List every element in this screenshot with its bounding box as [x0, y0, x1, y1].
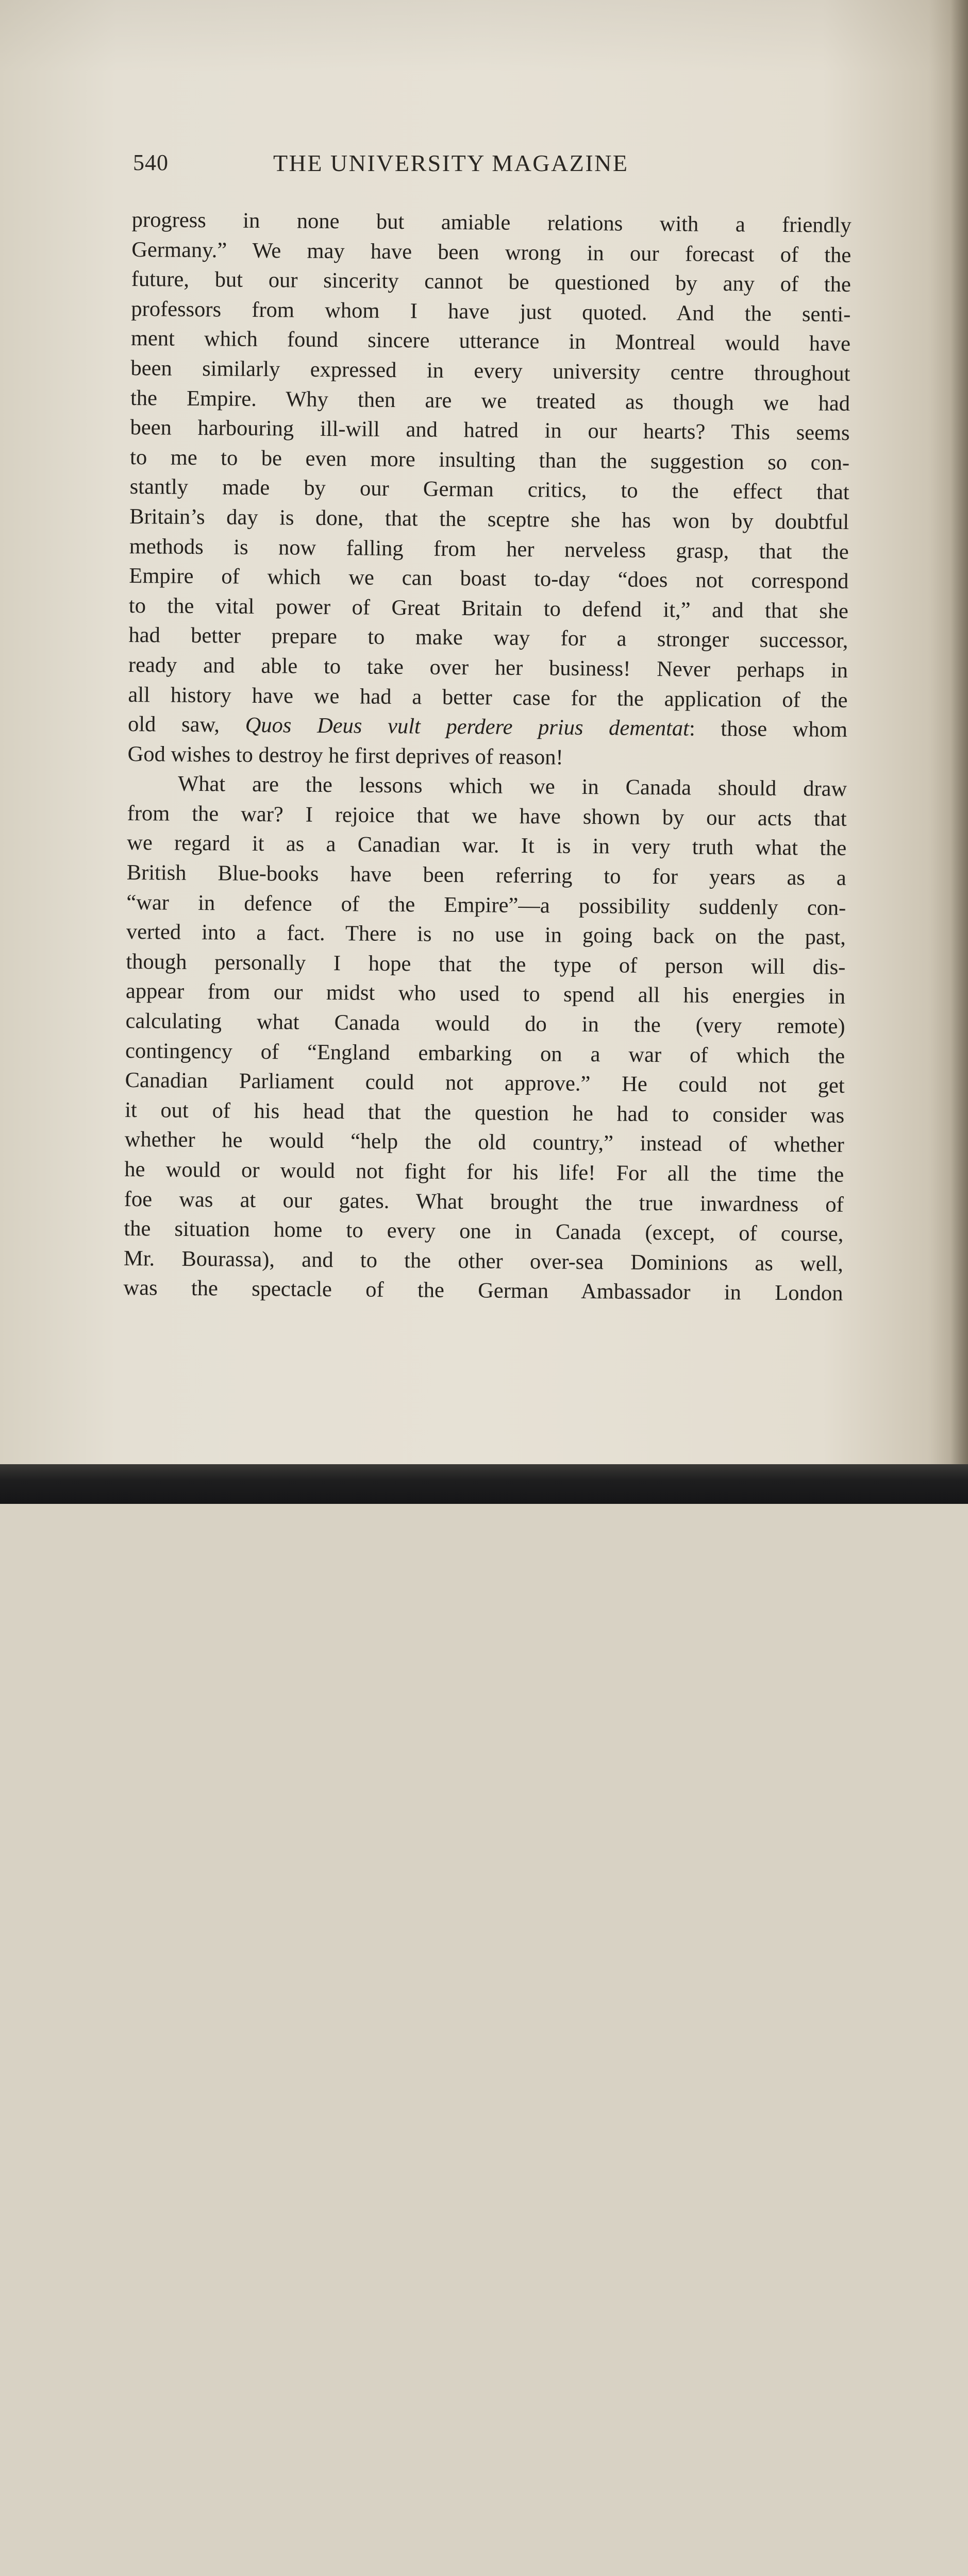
magazine-title: THE UNIVERSITY MAGAZINE — [273, 150, 629, 176]
text-line: methods is now falling from her nerveless grasp, that the — [129, 534, 849, 564]
page-number: 540 — [133, 150, 169, 175]
text-line: Empire of which we can boast to-day “does not correspond — [129, 564, 849, 594]
text-line: whether he would “help the old country,” instead of whether — [124, 1127, 844, 1158]
text-line: verted into a fact. There is no use in going back on the past, — [126, 920, 846, 950]
text-line: the situation home to every one in Canada (except, of course, — [124, 1216, 844, 1247]
text-segment: : those whom — [689, 716, 848, 742]
text-line: foe was at our gates. What brought the true inwardness of — [124, 1187, 844, 1217]
text-line-latin-quote — [128, 709, 847, 745]
text-line: “war in defence of the Empire”—a possibility suddenly con- — [126, 890, 846, 920]
running-head — [133, 149, 906, 180]
page-edge-shadow — [950, 0, 968, 1464]
page-shadow — [0, 0, 968, 72]
text-line: the Empire. Why then are we treated as though we had — [130, 385, 850, 416]
text-line: been harbouring ill-will and hatred in our hearts? This seems — [130, 415, 850, 446]
text-line: Mr. Bourassa), and to the other over-sea Dominions as well, — [123, 1246, 844, 1276]
text-line: stantly made by our German critics, to the effect that — [129, 474, 849, 505]
text-line: all history have we had a better case for the application of the — [128, 682, 848, 713]
text-line: to the vital power of Great Britain to defend it,” and that she — [128, 593, 849, 623]
text-segment: old saw, — [127, 712, 245, 737]
text-line: though personally I hope that the type of person will dis- — [126, 949, 846, 979]
text-line: calculating what Canada would do in the (very remote) — [125, 1008, 845, 1039]
text-line: to me to be even more insulting than the suggestion so con- — [129, 445, 850, 475]
text-line: contingency of “England embarking on a war of which the — [125, 1038, 845, 1069]
text-line: Germany.” We may have been wrong in our forecast of the — [131, 237, 852, 267]
text-line: future, but our sincerity cannot be questioned by any of the — [131, 267, 852, 297]
text-line: progress in none but amiable relations with a friendly — [131, 207, 852, 238]
text-line: had better prepare to make way for a stronger successor, — [128, 623, 848, 653]
paragraph-start-line: What are the lessons which we in Canada should draw — [177, 772, 847, 802]
latin-quotation: Quos Deus vult perdere prius dementat — [245, 713, 690, 741]
text-line: he would or would not fight for his life! For all the time the — [124, 1157, 844, 1187]
text-line: it out of his head that the question he had to consider was — [125, 1097, 845, 1128]
article-body — [123, 205, 852, 1309]
text-line: was the spectacle of the German Ambassador in London — [123, 1276, 843, 1306]
text-line: been similarly expressed in every university centre throughout — [130, 355, 850, 386]
text-line: professors from whom I have just quoted. And the senti- — [131, 296, 851, 327]
paragraph-end-line: God wishes to destroy he first deprives of reason! — [127, 741, 563, 770]
text-line: we regard it as a Canadian war. It is in very truth what the — [127, 831, 847, 861]
text-line: Britain’s day is done, that the sceptre she has won by doubtful — [129, 504, 849, 534]
text-line: from the war? I rejoice that we have shown by our acts that — [127, 801, 847, 831]
text-line: Canadian Parliament could not approve.” He could not get — [125, 1068, 845, 1098]
text-line: ready and able to take over her business! Never perhaps in — [128, 652, 848, 683]
text-line: ment which found sincere utterance in Montreal would have — [130, 326, 851, 357]
text-line: British Blue-books have been referring to for years as a — [126, 860, 846, 890]
text-line: appear from our midst who used to spend all his energies in — [125, 979, 846, 1009]
book-cover-edge — [0, 1464, 968, 1504]
